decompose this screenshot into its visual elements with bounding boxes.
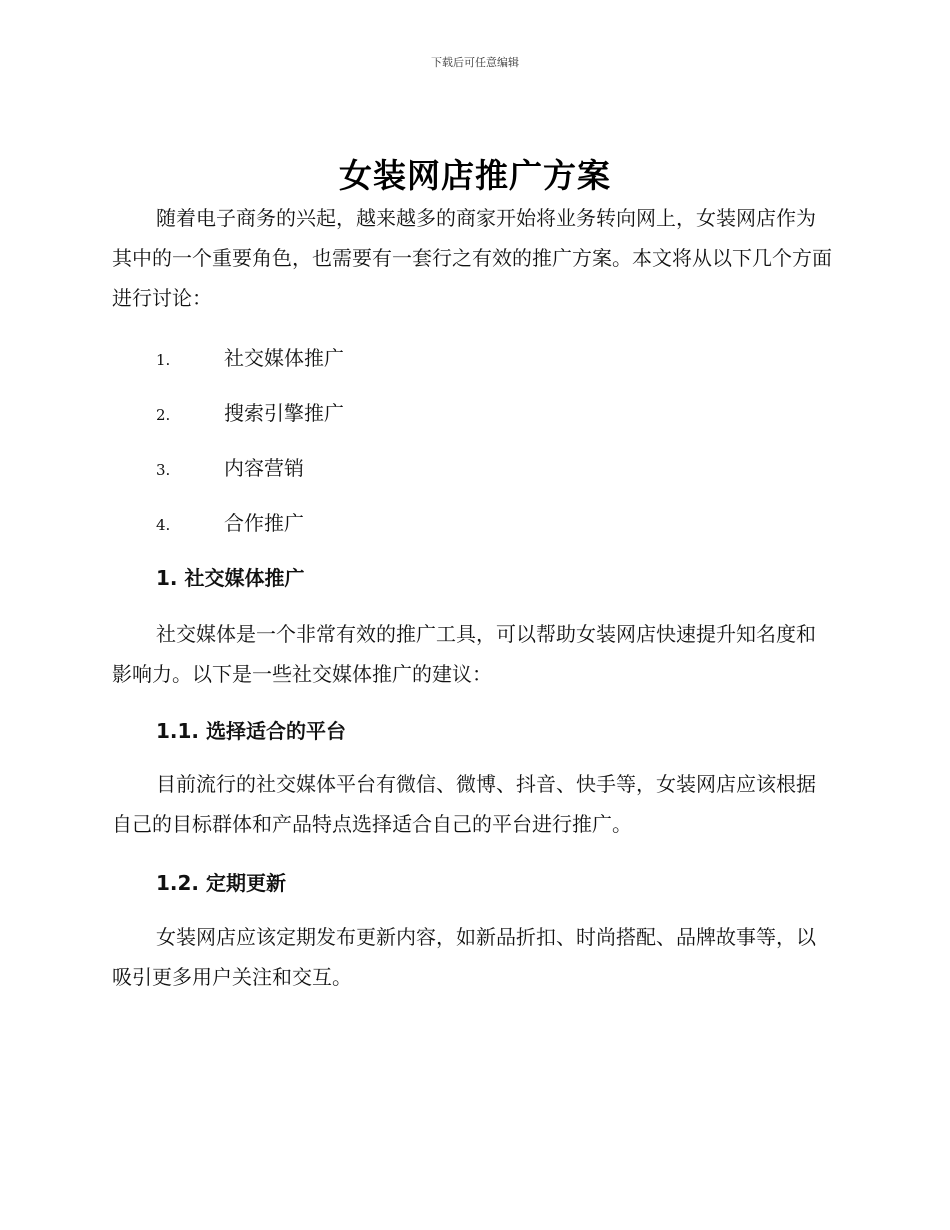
list-number: 1. xyxy=(156,351,171,369)
section-1-paragraph: 社交媒体是一个非常有效的推广工具，可以帮助女装网店快速提升知名度和影响力。以下是一些社交媒体推广的建议： xyxy=(112,622,816,686)
list-number: 2. xyxy=(156,406,171,424)
list-text: 搜索引擎推广 xyxy=(224,401,344,425)
list-item xyxy=(156,343,344,375)
list-item xyxy=(156,453,304,485)
section-1-2-paragraph: 女装网店应该定期发布更新内容，如新品折扣、时尚搭配、品牌故事等，以吸引更多用户关注和交互。 xyxy=(112,925,816,989)
section-heading-1: 1. 社交媒体推广 xyxy=(156,566,305,590)
list-text: 合作推广 xyxy=(224,511,304,535)
list-number: 4. xyxy=(156,516,171,534)
section-heading-1-2: 1.2. 定期更新 xyxy=(156,871,286,895)
list-number: 3. xyxy=(156,461,171,479)
list-item xyxy=(156,508,304,540)
page-header: 下载后可任意编辑 xyxy=(431,56,519,69)
section-1-1-paragraph: 目前流行的社交媒体平台有微信、微博、抖音、快手等，女装网店应该根据自己的目标群体和产品特点选择适合自己的平台进行推广。 xyxy=(112,772,816,836)
list-text: 社交媒体推广 xyxy=(224,346,344,370)
list-item xyxy=(156,398,344,430)
list-text: 内容营销 xyxy=(224,456,304,480)
document-title: 女装网店推广方案 xyxy=(339,156,611,195)
section-heading-1-1: 1.1. 选择适合的平台 xyxy=(156,719,346,743)
intro-paragraph: 随着电子商务的兴起，越来越多的商家开始将业务转向网上，女装网店作为其中的一个重要角色，也需要有一套行之有效的推广方案。本文将从以下几个方面进行讨论： xyxy=(112,206,832,310)
